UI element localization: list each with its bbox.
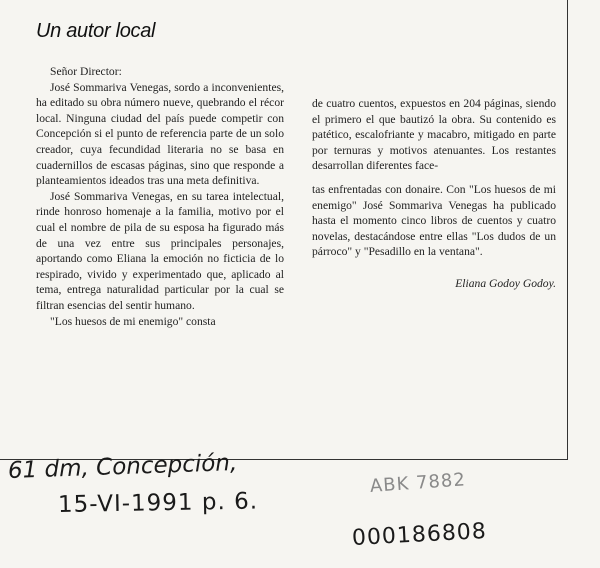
inventory-number: 000186808	[351, 518, 488, 551]
body-paragraph: José Sommariva Venegas, sordo a inconvenientes, ha editado su obra número nueve, quebrando el récor local. Ninguna ciudad del país puede competir con Concepción si el punto de referencia parte de un solo creador, cuya fecundidad literaria no se basa en cuadernillos de escasas páginas, sino que responde a planteamientos ideados tras una meta definitiva.	[36, 80, 284, 188]
archive-stamp-code: ABK 7882	[369, 469, 467, 497]
handwritten-source-note: 61 dm, Concepción,	[7, 450, 238, 484]
right-text-column	[312, 96, 556, 292]
body-paragraph: tas enfrentadas con donaire. Con "Los huesos de mi enemigo" José Sommariva Venegas ha publicado hasta el momento cinco libros de cuentos y cuatro novelas, destacándose entre ellas "Los dudos de un párroco" y "Pesadillo en la ventana".	[312, 182, 556, 259]
article-headline: Un autor local	[36, 20, 156, 42]
handwritten-date-note: 15-VI-1991 p. 6.	[57, 488, 259, 518]
body-paragraph: de cuatro cuentos, expuestos en 204 páginas, siendo el primero el que bautizó la obra. Su contenido es patético, escalofriante y macabro, mitigado en parte por ternuras y motivos atenuantes. Los restantes desarrollan diferentes face-	[312, 97, 556, 173]
body-paragraph: José Sommariva Venegas, en su tarea intelectual, rinde honroso homenaje a la familia, motivo por el cual el nombre de pila de su esposa ha figurado más de una vez entre sus principales personajes, aportando como Eliana la emoción no ficticia de lo respirado, vivido y experimentado que, aplicado al tema, entrega naturalidad particular por la cual se filtran esencias del sentir humano.	[36, 189, 284, 312]
letter-salutation: Señor Director:	[50, 65, 122, 78]
left-text-column	[36, 64, 284, 329]
author-signature: Eliana Godoy Godoy.	[455, 276, 556, 290]
body-paragraph: "Los huesos de mi enemigo" consta	[50, 314, 216, 328]
